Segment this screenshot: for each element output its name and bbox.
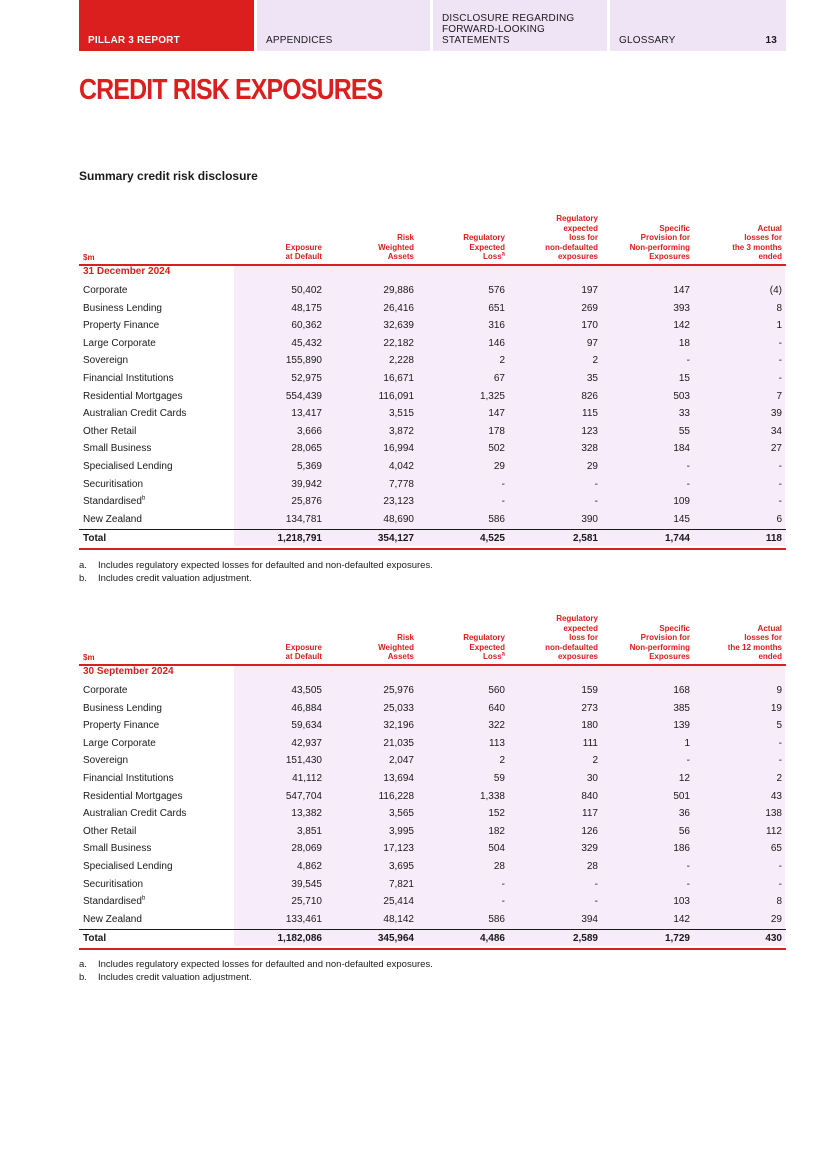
table-cell: 2,581: [572, 533, 598, 545]
row-label: Sovereign: [83, 355, 129, 367]
table-row: [79, 317, 786, 335]
column-header: Specific Provision for Non-performing Exposures: [629, 223, 690, 262]
table-cell: 1: [684, 737, 690, 749]
table-cell: 586: [488, 913, 505, 925]
table-cell: 39,545: [291, 878, 322, 890]
row-label: Other Retail: [83, 825, 137, 837]
table-row: [79, 823, 786, 841]
table-cell: 48,142: [383, 913, 414, 925]
row-label: Total: [83, 533, 107, 545]
table-cell: -: [594, 878, 598, 890]
nav-tab-pillar3-report[interactable]: [79, 0, 254, 51]
table-cell: 48,690: [383, 513, 414, 525]
total-row: [79, 930, 786, 948]
table-cell: -: [686, 878, 690, 890]
row-label: Business Lending: [83, 302, 162, 314]
table-cell: 390: [581, 513, 598, 525]
table-cell: 273: [581, 702, 598, 714]
table-cell: 840: [581, 790, 598, 802]
table-cell: 430: [765, 933, 782, 945]
table-cell: -: [778, 461, 782, 472]
table-cell: 385: [673, 702, 690, 714]
table-row: [79, 840, 786, 858]
table-row: [79, 476, 786, 494]
row-label: Australian Credit Cards: [83, 808, 187, 820]
top-navigation: [0, 0, 825, 51]
footnote-mark: a: [501, 251, 505, 258]
footnotes: [79, 959, 433, 984]
table-cell: 4,486: [479, 933, 505, 945]
row-label: Standardised$^b$: [83, 495, 146, 508]
footnote-mark: a: [501, 651, 505, 658]
table-cell: 3,695: [388, 861, 414, 872]
table-cell: 59: [493, 773, 505, 784]
table-cell: 159: [581, 685, 598, 696]
table-cell: 116,091: [378, 390, 414, 402]
table-cell: 55: [678, 425, 690, 437]
table-cell: 1,182,086: [277, 933, 322, 945]
table-cell: 393: [673, 302, 690, 314]
column-header: Regulatory Expected Loss$^a$: [463, 233, 505, 262]
table-cell: 34: [770, 425, 782, 437]
table-cell: 13,694: [383, 773, 414, 784]
table-cell: 6: [776, 513, 782, 525]
footnote-mark: b: [141, 495, 146, 502]
table-cell: 41,112: [292, 773, 322, 784]
table-cell: 354,127: [377, 533, 414, 545]
table-cell: 503: [673, 390, 690, 402]
credit-risk-table-sep-2024: [79, 605, 786, 950]
table-row: [79, 717, 786, 735]
table-cell: 3,565: [388, 808, 414, 820]
table-cell: -: [686, 478, 690, 490]
table-cell: 28,069: [291, 843, 322, 855]
table-cell: 12: [678, 773, 690, 784]
table-cell: 554,439: [285, 390, 322, 402]
table-cell: -: [594, 896, 598, 908]
table-cell: 22,182: [383, 337, 414, 349]
table-cell: 184: [673, 443, 690, 455]
table-cell: 147: [488, 408, 505, 420]
table-cell: 52,975: [291, 373, 322, 384]
table-cell: 560: [488, 685, 505, 696]
column-header: Regulatory expected loss for non-defaulted exposures: [545, 614, 598, 662]
row-label: Specialised Lending: [83, 461, 173, 472]
nav-tab-label: GLOSSARY: [619, 35, 676, 46]
table-row: [79, 493, 786, 511]
table-row: [79, 335, 786, 353]
column-header: Exposure at Default: [285, 642, 322, 662]
table-cell: 29: [493, 461, 505, 472]
table-row: [79, 423, 786, 441]
table-cell: 25,976: [383, 685, 414, 696]
table-cell: 1,729: [664, 933, 690, 945]
table-row: [79, 752, 786, 770]
table-cell: 1,218,791: [277, 533, 322, 545]
table-cell: 3,995: [388, 825, 414, 837]
table-cell: 4,525: [479, 533, 505, 545]
bottom-rule: [79, 948, 786, 950]
row-label: New Zealand: [83, 913, 142, 925]
table-cell: 113: [489, 737, 505, 749]
table-cell: -: [686, 755, 690, 767]
section-title: Summary credit risk disclosure: [79, 169, 258, 183]
footnote-key: a.: [79, 959, 87, 970]
table-cell: 109: [673, 496, 690, 508]
table-cell: 151,430: [285, 755, 322, 767]
table-cell: 1,744: [664, 533, 690, 545]
header-rule: [79, 664, 786, 666]
table-cell: -: [501, 478, 505, 490]
table-cell: 43: [770, 790, 782, 802]
table-cell: 29: [586, 461, 598, 472]
row-label: Other Retail: [83, 425, 137, 437]
table-cell: 46,884: [291, 702, 322, 714]
table-cell: 2: [592, 755, 598, 767]
header-rule: [79, 264, 786, 266]
table-cell: -: [501, 896, 505, 908]
table-cell: 65: [770, 843, 782, 855]
table-cell: 2,047: [388, 755, 414, 767]
table-cell: 2: [592, 355, 598, 367]
row-label: Financial Institutions: [83, 373, 174, 384]
table-cell: 170: [581, 320, 598, 332]
row-label: Specialised Lending: [83, 861, 173, 872]
table-row: [79, 370, 786, 388]
table-cell: 116,228: [378, 790, 414, 802]
table-row: [79, 405, 786, 423]
table-cell: 97: [586, 337, 598, 349]
table-cell: 147: [673, 285, 690, 296]
row-label: Large Corporate: [83, 337, 156, 349]
nav-tab-label: DISCLOSURE REGARDING FORWARD-LOOKING STATEMENTS: [442, 13, 575, 46]
row-label: Securitisation: [83, 478, 144, 490]
table-cell: 16,671: [383, 373, 414, 384]
footnote: [79, 573, 433, 586]
table-cell: 576: [488, 285, 505, 296]
table-cell: 640: [488, 702, 505, 714]
row-label: Residential Mortgages: [83, 390, 183, 402]
table-cell: 142: [673, 320, 690, 332]
table-cell: 651: [488, 302, 505, 314]
table-cell: 4,862: [296, 861, 322, 872]
row-label: Large Corporate: [83, 737, 156, 749]
nav-tab-label: PILLAR 3 REPORT: [88, 35, 180, 46]
column-header: Actual losses for the 3 months ended: [732, 223, 782, 262]
table-cell: 3,515: [388, 408, 414, 420]
table-cell: 2: [776, 773, 782, 784]
table-cell: 146: [488, 337, 505, 349]
row-label: Property Finance: [83, 320, 160, 332]
table-cell: 586: [488, 513, 505, 525]
table-cell: 1,325: [479, 390, 505, 402]
table-cell: 1,338: [479, 790, 505, 802]
table-row: [79, 458, 786, 476]
table-cell: 139: [673, 720, 690, 732]
footnote-key: b.: [79, 971, 87, 983]
table-row: [79, 511, 786, 529]
column-header: Risk Weighted Assets: [378, 633, 414, 662]
table-cell: 186: [673, 843, 690, 855]
table-cell: 39,942: [291, 478, 322, 490]
footnote-text: Includes regulatory expected losses for defaulted and non-defaulted exposures.: [98, 560, 433, 571]
table-cell: 18: [678, 337, 690, 349]
table-cell: 50,402: [291, 285, 322, 296]
credit-risk-table-dec-2024: [79, 205, 786, 550]
table-cell: 56: [678, 825, 690, 837]
table-cell: -: [501, 878, 505, 890]
table-cell: 39: [770, 408, 782, 420]
table-row: [79, 788, 786, 806]
footnotes: [79, 560, 433, 585]
footnote-key: a.: [79, 560, 87, 571]
table-cell: 3,666: [296, 425, 322, 437]
table-cell: 142: [673, 913, 690, 925]
table-cell: 2,589: [572, 933, 598, 945]
table-row: [79, 893, 786, 911]
row-label: Financial Institutions: [83, 773, 174, 784]
table-cell: 7,821: [388, 878, 414, 890]
table-cell: 123: [581, 425, 598, 437]
table-row: [79, 282, 786, 300]
table-cell: 3,851: [296, 825, 322, 837]
table-cell: 155,890: [285, 355, 322, 367]
column-header: Specific Provision for Non-performing Exposures: [629, 623, 690, 662]
table-cell: 33: [678, 408, 690, 420]
footnote: [79, 560, 433, 573]
table-row: [79, 300, 786, 318]
column-header: Actual losses for the 12 months ended: [727, 623, 782, 662]
table-cell: 67: [493, 373, 505, 384]
table-row: [79, 682, 786, 700]
table-cell: 15: [678, 373, 690, 384]
table-cell: 43,505: [291, 685, 322, 696]
table-cell: 3,872: [388, 425, 414, 437]
row-label: New Zealand: [83, 513, 142, 525]
table-cell: 48,175: [291, 302, 322, 314]
bottom-rule: [79, 548, 786, 550]
table-cell: 180: [581, 720, 598, 732]
footnote-mark: b: [141, 895, 146, 902]
table-cell: 19: [770, 702, 782, 714]
table-row: [79, 770, 786, 788]
row-label: Property Finance: [83, 720, 160, 732]
row-label: Securitisation: [83, 878, 144, 890]
table-row: [79, 735, 786, 753]
table-cell: 345,964: [377, 933, 414, 945]
table-cell: 5: [776, 720, 782, 732]
table-cell: 145: [673, 513, 690, 525]
nav-tab-appendices[interactable]: [257, 0, 430, 51]
table-cell: 25,876: [291, 496, 322, 508]
table-cell: 13,417: [291, 408, 322, 420]
table-cell: 32,196: [383, 720, 414, 732]
table-row: [79, 911, 786, 929]
table-cell: 25,033: [383, 702, 414, 714]
table-cell: 2: [499, 355, 505, 367]
table-row: [79, 858, 786, 876]
table-cell: 8: [776, 896, 782, 908]
table-cell: 13,382: [291, 808, 322, 820]
table-cell: 28: [493, 861, 505, 872]
table-cell: 8: [776, 302, 782, 314]
table-cell: 60,362: [291, 320, 322, 332]
table-row: [79, 388, 786, 406]
period-label: 30 September 2024: [83, 666, 174, 677]
table-row: [79, 440, 786, 458]
page-title: CREDIT RISK EXPOSURES: [79, 74, 383, 106]
table-cell: -: [686, 861, 690, 872]
table-cell: 826: [581, 390, 598, 402]
table-cell: -: [501, 496, 505, 508]
table-cell: 29: [770, 913, 782, 925]
table-cell: 168: [673, 685, 690, 696]
footnote-text: Includes credit valuation adjustment.: [98, 971, 252, 983]
row-label: Standardised$^b$: [83, 895, 146, 908]
table-cell: 504: [488, 843, 505, 855]
table-cell: 30: [586, 773, 598, 784]
total-row: [79, 530, 786, 548]
table-header: [79, 205, 786, 262]
row-label: Corporate: [83, 685, 128, 696]
table-row: [79, 805, 786, 823]
period-label: 31 December 2024: [83, 266, 171, 277]
column-header: Regulatory Expected Loss$^a$: [463, 633, 505, 662]
table-cell: 25,710: [291, 896, 322, 908]
table-cell: 138: [765, 808, 782, 820]
table-cell: 36: [678, 808, 690, 820]
table-cell: -: [778, 755, 782, 767]
table-row: [79, 876, 786, 894]
footnote-text: Includes regulatory expected losses for defaulted and non-defaulted exposures.: [98, 959, 433, 970]
table-cell: 2: [499, 755, 505, 767]
table-cell: -: [778, 373, 782, 384]
table-cell: 329: [581, 843, 598, 855]
row-label: Small Business: [83, 443, 152, 455]
table-cell: 133,461: [285, 913, 322, 925]
table-cell: -: [686, 355, 690, 367]
table-cell: 103: [673, 896, 690, 908]
table-cell: 2,228: [388, 355, 414, 367]
table-cell: 9: [776, 685, 782, 696]
table-cell: 328: [581, 443, 598, 455]
table-cell: 126: [581, 825, 598, 837]
table-cell: 547,704: [285, 790, 322, 802]
footnote-key: b.: [79, 572, 87, 584]
table-cell: 45,432: [291, 337, 322, 349]
table-cell: 32,639: [383, 320, 414, 332]
table-cell: 152: [488, 808, 505, 820]
table-header: [79, 605, 786, 662]
table-cell: 28,065: [291, 443, 322, 455]
table-cell: -: [778, 878, 782, 890]
table-cell: -: [594, 478, 598, 490]
table-row: [79, 700, 786, 718]
table-cell: 178: [488, 425, 505, 437]
table-cell: 29,886: [383, 285, 414, 296]
column-header: Regulatory expected loss for non-defaulted exposures: [545, 214, 598, 262]
table-cell: -: [594, 496, 598, 508]
table-cell: 115: [582, 408, 598, 420]
footnote: [79, 972, 433, 985]
table-cell: -: [778, 861, 782, 872]
table-cell: -: [778, 337, 782, 349]
row-label: Residential Mortgages: [83, 790, 183, 802]
table-cell: 21,035: [383, 737, 414, 749]
table-cell: 118: [765, 533, 782, 545]
table-cell: 42,937: [291, 737, 322, 749]
table-cell: 17,123: [383, 843, 414, 855]
table-cell: 269: [581, 302, 598, 314]
page-number: 13: [765, 35, 777, 46]
table-cell: 26,416: [383, 302, 414, 314]
footnote: [79, 959, 433, 972]
table-cell: 59,634: [291, 720, 322, 732]
table-cell: 111: [582, 737, 598, 749]
table-cell: 7: [776, 390, 782, 402]
table-cell: 1: [776, 320, 782, 332]
column-header: Risk Weighted Assets: [378, 233, 414, 262]
table-cell: 112: [766, 825, 782, 837]
table-cell: 197: [581, 285, 598, 296]
table-cell: 316: [488, 320, 505, 332]
table-cell: 182: [488, 825, 505, 837]
column-header: Exposure at Default: [285, 242, 322, 262]
table-cell: 5,369: [296, 461, 322, 472]
table-cell: -: [778, 355, 782, 367]
nav-tab-disclosure[interactable]: [433, 0, 607, 51]
table-cell: 134,781: [285, 513, 322, 525]
unit-label: $m: [83, 653, 95, 662]
table-cell: -: [778, 496, 782, 508]
table-cell: 23,123: [383, 496, 414, 508]
table-cell: -: [686, 461, 690, 472]
table-cell: 35: [586, 373, 598, 384]
table-cell: 25,414: [383, 896, 414, 908]
table-cell: 502: [488, 443, 505, 455]
row-label: Small Business: [83, 843, 152, 855]
nav-tab-label: APPENDICES: [266, 35, 333, 46]
row-label: Australian Credit Cards: [83, 408, 187, 420]
table-cell: 501: [673, 790, 690, 802]
table-cell: 7,778: [388, 478, 414, 490]
table-cell: 4,042: [388, 461, 414, 472]
row-label: Business Lending: [83, 702, 162, 714]
table-cell: 322: [488, 720, 505, 732]
table-cell: -: [778, 737, 782, 749]
table-cell: 27: [770, 443, 782, 455]
row-label: Corporate: [83, 285, 128, 296]
table-row: [79, 352, 786, 370]
footnote-text: Includes credit valuation adjustment.: [98, 572, 252, 584]
unit-label: $m: [83, 253, 95, 262]
table-cell: 28: [586, 861, 598, 872]
row-label: Sovereign: [83, 755, 129, 767]
table-cell: (4): [769, 285, 782, 296]
nav-tab-glossary[interactable]: [610, 0, 786, 51]
table-cell: 16,994: [383, 443, 414, 455]
row-label: Total: [83, 933, 107, 945]
table-cell: 117: [582, 808, 598, 820]
table-cell: 394: [581, 913, 598, 925]
table-cell: -: [778, 478, 782, 490]
